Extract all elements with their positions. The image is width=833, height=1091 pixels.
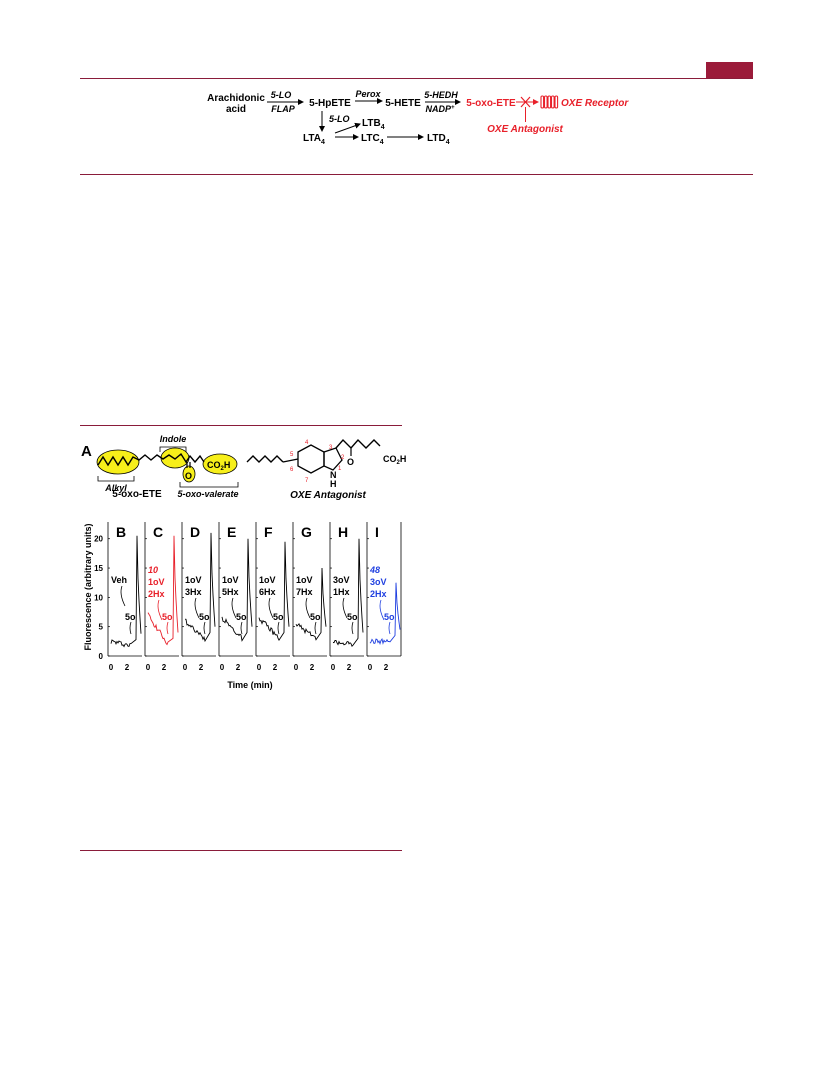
perox-label: Perox xyxy=(355,89,381,99)
panel-C-condition-1: 1oV xyxy=(148,577,165,587)
panel-G-x-tick-0: 0 xyxy=(293,663,299,672)
panel-F-stim-arrow xyxy=(278,622,279,634)
arachidonic-label-1: Arachidonic xyxy=(207,93,265,104)
enzyme-5lo-label: 5-LO xyxy=(270,90,292,100)
lta4-label: $LTA_4$ xyxy=(303,133,325,146)
panel-D-x-tick-1: 2 xyxy=(198,663,204,672)
panel-E-stim-arrow xyxy=(241,622,242,634)
ring-position-7: 7 xyxy=(305,478,309,484)
y-tick-label-1: 5 xyxy=(98,622,103,632)
panel-F-condition-0: 1oV xyxy=(259,575,276,585)
panel-H-condition-0: 3oV xyxy=(333,575,350,585)
alkyl-label: Alkyl xyxy=(105,483,127,493)
panel-F-stim-label: 5o xyxy=(273,612,284,622)
panel-B-stim-label: 5o xyxy=(125,612,136,622)
panel-C-condition-2: 2Hx xyxy=(148,589,165,599)
panel-D-condition-0: 1oV xyxy=(185,575,202,585)
panel-B-addition-arrow xyxy=(121,586,125,606)
panel-H-x-tick-0: 0 xyxy=(330,663,336,672)
panel-C-condition-0: 10 xyxy=(148,565,159,575)
panel-C-x-tick-1: 2 xyxy=(161,663,167,672)
panel-B-condition-0: Veh xyxy=(111,575,128,585)
panel-I-stim-arrow xyxy=(389,622,390,634)
y-tick-label-0: 0 xyxy=(98,652,103,661)
panel-letter-B: B xyxy=(116,524,127,540)
enzyme-5lo-mid: 5-LO xyxy=(329,114,350,124)
indole-label: Indole xyxy=(159,434,187,444)
ltd4-label: $LTD_4$ xyxy=(427,133,450,146)
panel-letter-E: E xyxy=(227,524,237,540)
panel-B-stim-arrow xyxy=(130,622,131,634)
oxe-receptor-label: OXE Receptor xyxy=(561,98,629,109)
ltb4-label: $LTB_4$ xyxy=(362,118,385,131)
panel-E-stim-label: 5o xyxy=(236,612,247,622)
panel-B-x-tick-0: 0 xyxy=(108,663,114,672)
panel-F-x-tick-0: 0 xyxy=(256,663,262,672)
y-tick-label-2: 10 xyxy=(94,593,103,603)
panel-D-stim-label: 5o xyxy=(199,612,210,622)
x-axis-label: Time (min) xyxy=(227,680,273,690)
panel-F-x-tick-1: 2 xyxy=(272,663,278,672)
antagonist-o-label: O xyxy=(347,457,355,467)
panel-B-trace xyxy=(111,536,141,647)
panel-I-condition-1: 3oV xyxy=(370,577,387,587)
panel-I-condition-0: 48 xyxy=(370,565,381,575)
ring-position-2: 2 xyxy=(341,455,345,461)
panel-E-x-tick-0: 0 xyxy=(219,663,225,672)
panel-I-condition-2: 2Hx xyxy=(370,589,387,599)
ltc4-label: $LTC_4$ xyxy=(361,133,384,146)
panel-a-letter: A xyxy=(81,443,92,460)
panel-I-stim-label: 5o xyxy=(384,612,395,622)
ring-position-1: 1 xyxy=(338,466,342,472)
panel-letter-H: H xyxy=(338,524,349,540)
panel-B-x-tick-1: 2 xyxy=(124,663,130,672)
panel-E-x-tick-1: 2 xyxy=(235,663,241,672)
panel-I-x-tick-0: 0 xyxy=(367,663,373,672)
panel-G-stim-arrow xyxy=(315,622,316,634)
panel-H-x-tick-1: 2 xyxy=(346,663,352,672)
oxo-valerate-label: 5-oxo-valerate xyxy=(177,489,239,499)
oxo-o-label: O xyxy=(185,471,193,481)
oxo-ete-co2h: $CO_2H$ xyxy=(207,460,231,472)
panel-G-condition-0: 1oV xyxy=(296,575,313,585)
panel-letter-I: I xyxy=(375,524,379,540)
panel-letter-G: G xyxy=(301,524,312,540)
y-axis-label: Fluorescence (arbitrary units) xyxy=(83,523,93,651)
panel-C-x-tick-0: 0 xyxy=(145,663,151,672)
hete-label: 5-HETE xyxy=(385,98,421,109)
ring-position-3: 3 xyxy=(329,445,333,451)
panel-E-condition-0: 1oV xyxy=(222,575,239,585)
panel-D-condition-1: 3Hx xyxy=(185,587,202,597)
panel-G-stim-label: 5o xyxy=(310,612,321,622)
oxe-antagonist-scheme-label: OXE Antagonist xyxy=(487,124,563,135)
nadp-label: NADP+ xyxy=(425,104,455,114)
panel-G-condition-1: 7Hx xyxy=(296,587,313,597)
panel-letter-F: F xyxy=(264,524,273,540)
oxe-antagonist-name: OXE Antagonist xyxy=(290,490,366,501)
panel-G-x-tick-1: 2 xyxy=(309,663,315,672)
oxo-ete-label: 5-oxo-ETE xyxy=(466,98,516,109)
arachidonic-label-2: acid xyxy=(225,104,247,115)
panel-F-condition-1: 6Hx xyxy=(259,587,276,597)
panel-letter-D: D xyxy=(190,524,201,540)
panel-E-condition-1: 5Hx xyxy=(222,587,239,597)
ring-position-6: 6 xyxy=(290,467,294,473)
panel-C-stim-arrow xyxy=(167,622,168,634)
ring-position-4: 4 xyxy=(305,440,309,446)
panel-letter-C: C xyxy=(153,524,164,540)
panel-I-x-tick-1: 2 xyxy=(383,663,389,672)
panel-C-stim-label: 5o xyxy=(162,612,173,622)
hedh-label: 5-HEDH xyxy=(424,90,458,100)
panel-D-x-tick-0: 0 xyxy=(182,663,188,672)
oxo-ete-name: 5-oxo-ETE xyxy=(112,489,162,500)
panel-H-condition-1: 1Hx xyxy=(333,587,350,597)
ring-position-5: 5 xyxy=(290,452,294,458)
y-tick-label-4: 20 xyxy=(94,534,103,544)
panel-H-stim-arrow xyxy=(352,622,353,634)
hpete-label: 5-HpETE xyxy=(309,98,351,109)
antagonist-nh-n: N xyxy=(330,470,337,480)
flap-label: FLAP xyxy=(271,104,295,114)
antagonist-nh-h: H xyxy=(330,479,337,489)
antagonist-co2h: $CO_2H$ xyxy=(383,454,407,466)
panel-D-stim-arrow xyxy=(204,622,205,634)
y-tick-label-3: 15 xyxy=(94,564,103,574)
panel-H-stim-label: 5o xyxy=(347,612,358,622)
